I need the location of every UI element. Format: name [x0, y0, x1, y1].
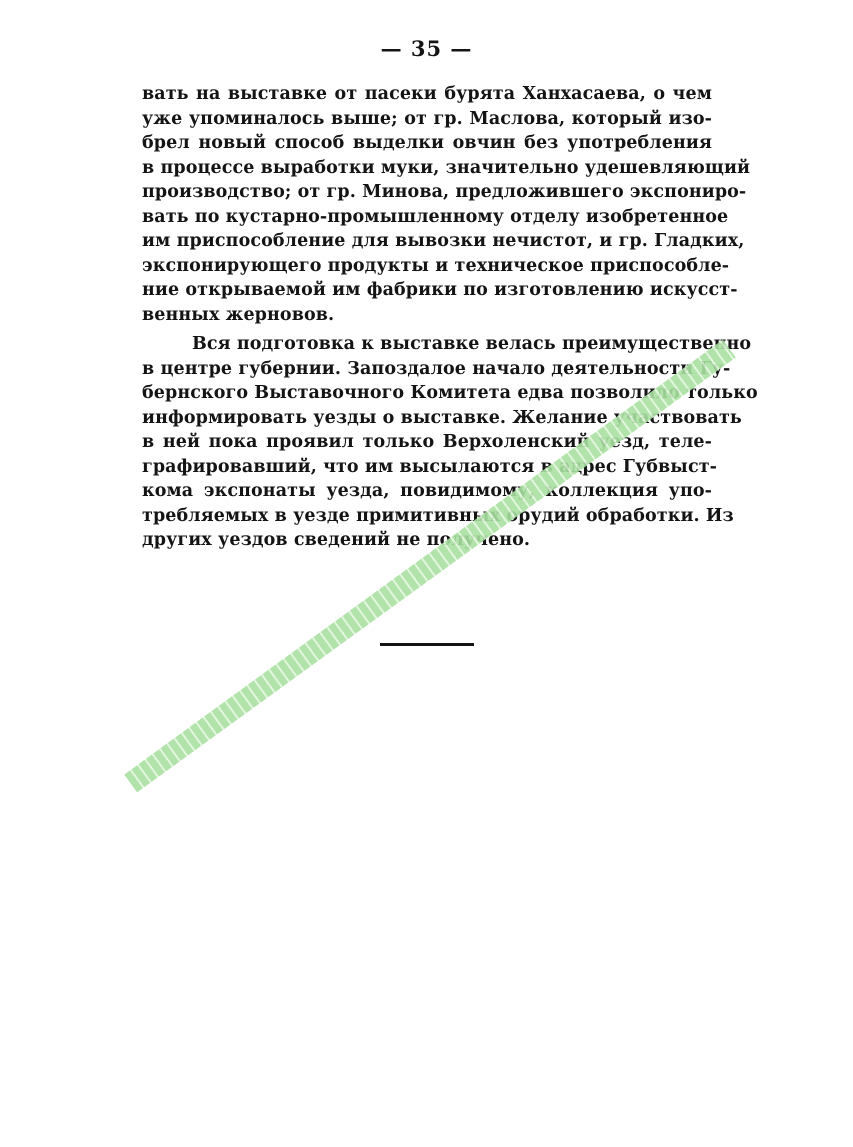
- text-line: бернского Выставочного Комитета едва позволило только: [142, 383, 758, 403]
- text-line: венных жерновов.: [142, 304, 335, 325]
- text-line: других уездов сведений не получено.: [142, 530, 531, 550]
- text-line: в ней пока проявил только Верхоленский уезд, теле-: [142, 432, 712, 452]
- page-number: — 35 —: [380, 36, 473, 61]
- text-line: в центре губернии. Запоздалое начало деятельности Гу-: [142, 358, 731, 379]
- text-line: вать по кустарно-промышленному отделу изобретенное: [142, 206, 729, 227]
- text-line: производство; от гр. Минова, предложившего экспониро-: [142, 182, 747, 202]
- text-line: требляемых в уезде примитивных орудий обработки. Из: [142, 505, 734, 526]
- paragraph-1: [142, 82, 751, 327]
- text-line: экспонирующего продукты и техническое приспособле-: [142, 255, 730, 276]
- text-line: кома экспонаты уезда, повидимому, коллекция упо-: [142, 481, 712, 501]
- body-text: [142, 82, 758, 553]
- text-line: им приспособление для вывозки нечистот, и гр. Гладких,: [142, 231, 745, 251]
- text-line: вать на выставке от пасеки бурята Ханхасаева, о чем: [142, 84, 712, 104]
- text-line: графировавший, что им высылаются в адрес Губвыст-: [142, 456, 718, 477]
- text-line: Вся подготовка к выставке велась преимущественно: [192, 334, 752, 354]
- text-line: уже упоминалось выше; от гр. Маслова, который изо-: [142, 108, 712, 129]
- text-line: в процессе выработки муки, значительно удешевляющий: [142, 157, 751, 178]
- section-divider: [380, 643, 474, 646]
- text-line: брел новый способ выделки овчин без употребления: [142, 133, 712, 153]
- text-line: информировать уезды о выставке. Желание участвовать: [142, 407, 742, 428]
- paragraph-2: [142, 332, 758, 553]
- text-line: ние открываемой им фабрики по изготовлению искусст-: [142, 280, 738, 300]
